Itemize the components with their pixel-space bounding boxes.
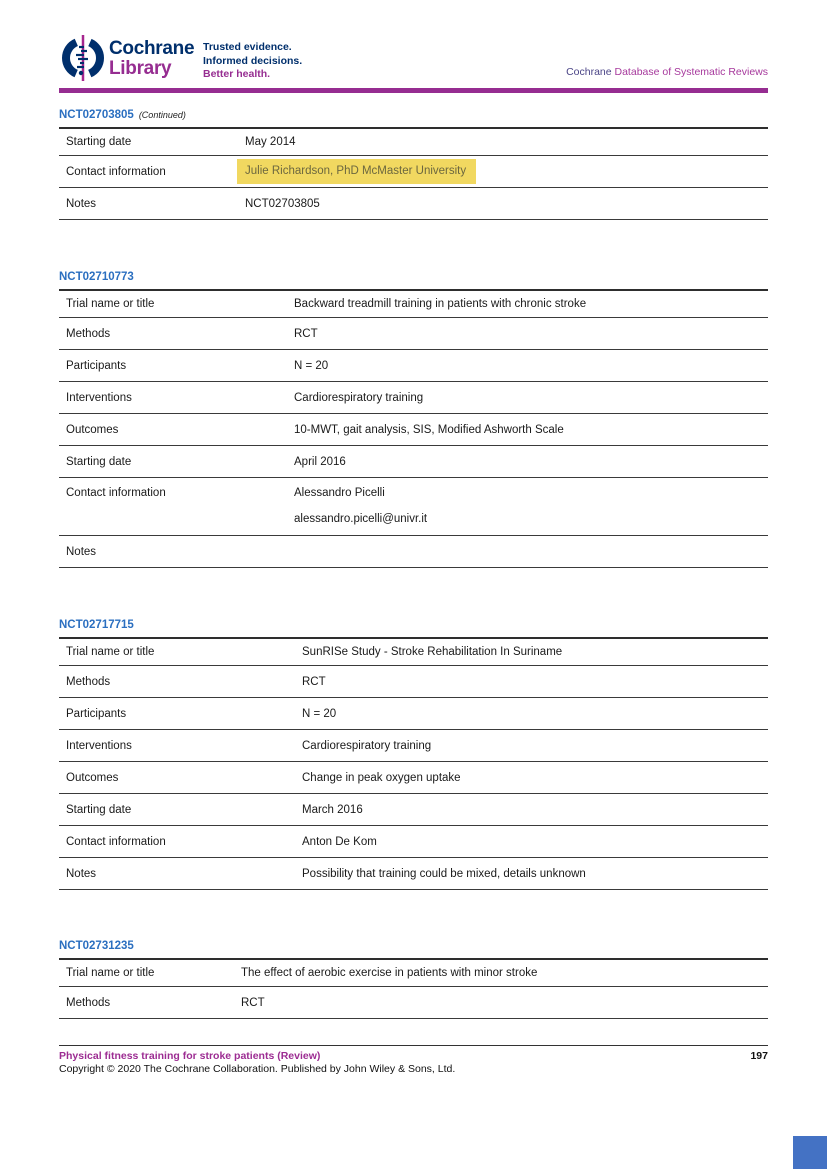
trial-section-NCT02731235 — [59, 940, 768, 1019]
row-value — [294, 487, 768, 525]
row-label: Outcomes — [66, 771, 119, 784]
row-value: SunRISe Study - Stroke Rehabilitation In Suriname — [302, 646, 563, 658]
tagline-line3: Better health. — [203, 68, 271, 80]
brand-wordmark — [109, 39, 194, 78]
table-row — [59, 858, 768, 890]
review-title: Physical fitness training for stroke patients (Review) — [59, 1050, 321, 1062]
table-row — [59, 414, 768, 446]
row-value: N = 20 — [294, 359, 329, 372]
trial-table — [59, 289, 768, 568]
page-number: 197 — [750, 1050, 768, 1062]
trial-heading — [59, 619, 768, 637]
table-row — [59, 446, 768, 478]
table-row — [59, 730, 768, 762]
row-value: March 2016 — [302, 803, 363, 816]
row-label: Starting date — [66, 136, 132, 148]
trial-id-link[interactable]: NCT02710773 — [59, 271, 134, 283]
row-value: Change in peak oxygen uptake — [302, 771, 461, 784]
row-value: Anton De Kom — [302, 835, 377, 848]
trial-id-link[interactable]: NCT02717715 — [59, 619, 134, 631]
row-value: Cardiorespiratory training — [294, 391, 424, 404]
row-label: Contact information — [66, 835, 166, 848]
cochrane-logo-icon — [61, 35, 105, 86]
corner-ui-artifact — [793, 1136, 827, 1169]
table-row — [59, 666, 768, 698]
row-value: 10-MWT, gait analysis, SIS, Modified Ashworth Scale — [294, 423, 564, 436]
row-label: Participants — [66, 707, 127, 720]
row-value: The effect of aerobic exercise in patients with minor stroke — [241, 967, 538, 979]
row-value: RCT — [294, 327, 318, 340]
row-label: Contact information — [66, 487, 166, 499]
trial-section-NCT02717715 — [59, 619, 768, 890]
journal-title — [566, 66, 768, 78]
trial-table — [59, 127, 768, 220]
continued-label: (Continued) — [138, 110, 186, 120]
table-row — [59, 350, 768, 382]
row-label: Notes — [66, 545, 97, 558]
table-row — [59, 698, 768, 730]
row-label: Starting date — [66, 803, 132, 816]
table-row — [59, 129, 768, 156]
row-label: Notes — [66, 197, 97, 210]
brand-line1: Cochrane — [109, 38, 195, 59]
table-row — [59, 536, 768, 568]
table-row — [59, 291, 768, 318]
table-row — [59, 794, 768, 826]
row-value: Cardiorespiratory training — [302, 739, 432, 752]
trial-id-link[interactable]: NCT02703805 — [59, 109, 134, 121]
row-label: Notes — [66, 867, 97, 880]
row-value: May 2014 — [245, 136, 296, 148]
trial-table — [59, 637, 768, 890]
row-label: Trial name or title — [66, 646, 155, 658]
row-value — [245, 159, 768, 184]
table-row — [59, 382, 768, 414]
brand-tagline — [203, 41, 302, 82]
tagline-line1: Trusted evidence. — [203, 41, 292, 53]
row-label: Starting date — [66, 455, 132, 468]
table-row — [59, 188, 768, 220]
row-label: Methods — [66, 996, 111, 1009]
row-label: Participants — [66, 359, 127, 372]
highlighted-text: Julie Richardson, PhD McMaster University — [237, 159, 476, 184]
row-value: RCT — [302, 675, 326, 688]
trial-heading — [59, 109, 768, 127]
trial-section-NCT02703805 — [59, 109, 768, 220]
trial-section-NCT02710773 — [59, 271, 768, 568]
table-row — [59, 762, 768, 794]
row-label: Outcomes — [66, 423, 119, 436]
table-row — [59, 318, 768, 350]
table-row — [59, 826, 768, 858]
row-label: Interventions — [66, 391, 132, 404]
row-value: Possibility that training could be mixed, details unknown — [302, 867, 586, 880]
copyright-line: Copyright © 2020 The Cochrane Collaboration. Published by John Wiley & Sons, Ltd. — [59, 1063, 456, 1075]
row-label: Trial name or title — [66, 967, 155, 979]
trial-table — [59, 958, 768, 1019]
tagline-line2: Informed decisions. — [203, 54, 303, 67]
journal-title-rest: Database of Systematic Reviews — [611, 66, 768, 78]
table-row — [59, 156, 768, 188]
footer-rule — [59, 1045, 768, 1046]
row-label: Trial name or title — [66, 298, 155, 310]
row-value-line: Alessandro Picelli — [294, 487, 385, 499]
table-row — [59, 639, 768, 666]
table-row — [59, 987, 768, 1019]
row-value-line: alessandro.picelli@univr.it — [294, 513, 428, 525]
row-value: RCT — [241, 996, 265, 1009]
row-label: Interventions — [66, 739, 132, 752]
row-label: Methods — [66, 327, 111, 340]
row-label: Contact information — [66, 165, 166, 178]
row-value: Backward treadmill training in patients with chronic stroke — [294, 298, 587, 310]
trial-heading — [59, 271, 768, 289]
trial-id-link[interactable]: NCT02731235 — [59, 940, 134, 952]
row-label: Methods — [66, 675, 111, 688]
trial-heading — [59, 940, 768, 958]
row-value: NCT02703805 — [245, 197, 320, 210]
table-row — [59, 478, 768, 536]
journal-title-prefix: Cochrane — [566, 66, 612, 78]
table-row — [59, 960, 768, 987]
brand-line2: Library — [109, 57, 172, 79]
trial-sections-container — [59, 109, 768, 1019]
row-value: N = 20 — [302, 707, 337, 720]
row-value: April 2016 — [294, 455, 346, 468]
